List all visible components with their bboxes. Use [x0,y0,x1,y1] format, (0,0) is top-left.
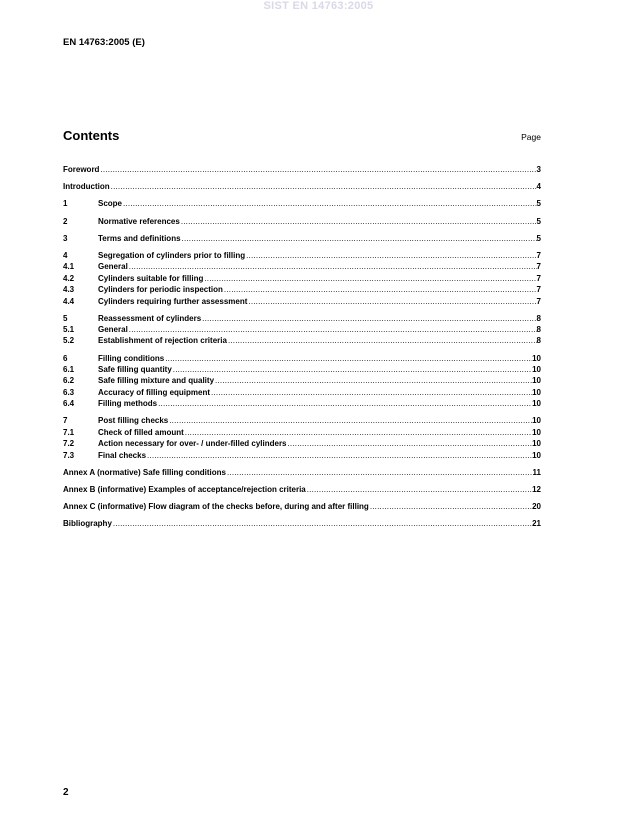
toc-title: Post filling checks [98,416,169,426]
toc-page: 8 [536,336,541,346]
toc-entry-7-3-final-checks[interactable] [63,450,541,461]
toc-entry-6-1-safe-quantity[interactable] [63,364,541,375]
toc-page: 10 [532,399,541,409]
toc-entry-4-3-periodic-inspection[interactable] [63,284,541,295]
toc-group-annex-a [63,467,541,478]
toc-number: 4.4 [63,296,75,306]
toc-entry-post-filling[interactable] [63,415,541,426]
toc-page: 5 [536,233,541,243]
toc-page: 10 [532,353,541,363]
toc-entry-annex-c[interactable] [63,501,541,512]
toc-group-2 [63,216,541,227]
toc-number: 2 [63,216,68,226]
toc-page: 10 [532,387,541,397]
toc-leader [307,484,532,495]
toc-leader [158,398,532,409]
toc-title: Foreword [63,165,100,174]
toc-leader [185,427,532,438]
toc-number: 7 [63,416,68,426]
toc-leader [246,250,536,261]
toc-page: 20 [532,502,541,512]
toc-leader [129,261,537,272]
toc-group-introduction [63,181,541,192]
toc-entry-4-2-suitable[interactable] [63,273,541,284]
toc-page: 5 [536,199,541,209]
toc-entry-4-4-further-assessment[interactable] [63,296,541,307]
toc-entry-scope[interactable] [63,198,541,209]
toc-title: Terms and definitions [98,233,181,243]
toc-group-foreword [63,164,541,175]
toc-entry-annex-b[interactable] [63,484,541,495]
table-of-contents [63,164,541,536]
toc-leader [123,198,537,209]
toc-entry-6-2-mixture-quality[interactable] [63,375,541,386]
toc-leader [147,450,532,461]
toc-entry-reassessment[interactable] [63,313,541,324]
toc-entry-filling-conditions[interactable] [63,353,541,364]
page-column-label: Page [521,132,541,142]
toc-leader [227,467,533,478]
toc-number: 7.3 [63,450,75,460]
toc-title: Cylinders for periodic inspection [98,285,223,295]
toc-entry-foreword[interactable] [63,164,541,175]
toc-leader [111,181,537,192]
toc-leader [113,518,532,529]
toc-title: Scope [98,199,123,209]
toc-page: 10 [532,416,541,426]
toc-entry-5-2-rejection-criteria[interactable] [63,335,541,346]
toc-entry-5-1-general[interactable] [63,324,541,335]
toc-number: 4.1 [63,262,75,272]
toc-group-6 [63,353,541,410]
toc-page: 7 [536,296,541,306]
toc-title: Filling methods [98,399,158,409]
toc-number: 3 [63,233,68,243]
toc-group-annex-c [63,501,541,512]
toc-entry-terms-and-definitions[interactable] [63,233,541,244]
toc-number: 7.1 [63,427,75,437]
toc-number: 5.1 [63,325,75,335]
toc-leader [181,216,537,227]
toc-title: Normative references [98,216,180,226]
toc-title: Introduction [63,182,110,192]
toc-number: 5.2 [63,336,75,346]
toc-page: 10 [532,365,541,375]
toc-leader [204,273,536,284]
toc-title: Accuracy of filling equipment [98,387,211,397]
toc-page: 8 [536,325,541,335]
toc-group-7 [63,415,541,461]
toc-title: General [98,262,128,272]
toc-leader [165,353,532,364]
toc-title: Segregation of cylinders prior to filling [98,250,246,260]
toc-title: Cylinders suitable for filling [98,273,204,283]
toc-leader [169,415,532,426]
toc-entry-7-1-filled-amount[interactable] [63,427,541,438]
toc-title: Annex A (normative) Safe filling conditions [63,467,226,477]
toc-group-annex-b [63,484,541,495]
toc-title: Bibliography [63,519,112,529]
toc-group-5 [63,313,541,347]
toc-title: Filling conditions [98,353,165,363]
page-number: 2 [63,787,69,798]
toc-entry-normative-references[interactable] [63,216,541,227]
toc-entry-6-3-accuracy[interactable] [63,387,541,398]
toc-title: Action necessary for over- / under-filled cylinders [98,439,287,449]
watermark: SIST EN 14763:2005 [263,0,374,12]
toc-leader [173,364,532,375]
toc-leader [215,375,532,386]
toc-page: 3 [536,165,541,174]
toc-title: General [98,325,128,335]
toc-page: 10 [532,427,541,437]
toc-title: Annex B (informative) Examples of acceptance/rejection criteria [63,484,306,494]
toc-page: 7 [536,273,541,283]
toc-number: 1 [63,199,68,209]
toc-entry-segregation[interactable] [63,250,541,261]
toc-leader [248,296,536,307]
toc-title: Safe filling quantity [98,365,172,375]
toc-number: 5 [63,313,68,323]
toc-entry-introduction[interactable] [63,181,541,192]
toc-page: 8 [536,313,541,323]
toc-leader [228,335,537,346]
toc-title: Cylinders requiring further assessment [98,296,248,306]
toc-title: Final checks [98,450,147,460]
toc-number: 6.3 [63,387,75,397]
toc-title: Annex C (informative) Flow diagram of the checks before, during and after filling [63,502,369,512]
toc-leader [100,164,536,175]
toc-title: Reassessment of cylinders [98,313,202,323]
toc-title: Establishment of rejection criteria [98,336,227,346]
toc-page: 4 [536,182,541,192]
toc-page: 21 [532,519,541,529]
toc-page: 10 [532,450,541,460]
toc-title: Safe filling mixture and quality [98,376,215,386]
toc-page: 7 [536,262,541,272]
toc-number: 4.2 [63,273,75,283]
toc-entry-7-2-action[interactable] [63,438,541,449]
toc-group-1 [63,198,541,209]
toc-title: Check of filled amount [98,427,184,437]
toc-entry-annex-a[interactable] [63,467,541,478]
toc-leader [211,387,532,398]
toc-page: 10 [532,439,541,449]
contents-title: Contents [63,128,120,143]
toc-number: 6.4 [63,399,75,409]
toc-leader [129,324,537,335]
toc-entry-4-1-general[interactable] [63,261,541,272]
toc-leader [370,501,532,512]
toc-group-4 [63,250,541,307]
toc-page: 12 [532,484,541,494]
toc-page: 7 [536,285,541,295]
toc-page: 10 [532,376,541,386]
toc-number: 6 [63,353,68,363]
toc-leader [202,313,536,324]
toc-leader [182,233,537,244]
toc-entry-6-4-methods[interactable] [63,398,541,409]
toc-number: 6.2 [63,376,75,386]
toc-page: 7 [536,250,541,260]
toc-leader [288,438,533,449]
toc-page: 5 [536,216,541,226]
document-id: EN 14763:2005 (E) [63,37,145,48]
toc-page: 11 [532,467,541,477]
toc-number: 7.2 [63,439,75,449]
toc-group-bibliography [63,518,541,529]
toc-number: 4 [63,250,68,260]
toc-entry-bibliography[interactable] [63,518,541,529]
toc-number: 4.3 [63,285,75,295]
toc-group-3 [63,233,541,244]
toc-number: 6.1 [63,365,75,375]
toc-leader [224,284,537,295]
